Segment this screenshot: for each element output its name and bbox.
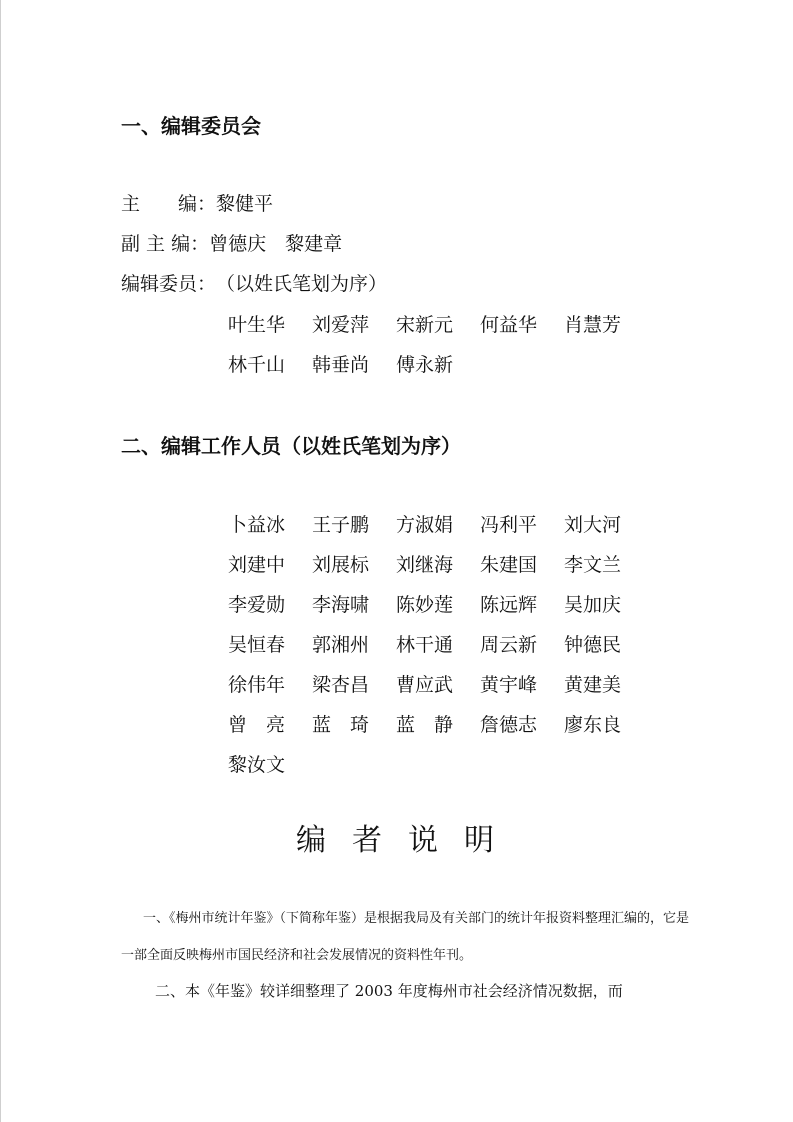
staff-row bbox=[228, 670, 648, 697]
committee-member: 林千山 bbox=[228, 354, 286, 376]
staff-member: 李爱勋 bbox=[228, 594, 286, 616]
staff-member: 方淑娟 bbox=[396, 514, 454, 536]
staff-member: 黄宇峰 bbox=[480, 674, 538, 696]
committee-member: 叶生华 bbox=[228, 314, 286, 336]
staff-member: 陈远辉 bbox=[480, 594, 538, 616]
committee-label: 编辑委员： bbox=[121, 273, 217, 295]
staff-member: 吴加庆 bbox=[564, 594, 622, 616]
staff-member: 陈妙莲 bbox=[396, 594, 454, 616]
staff-member: 詹德志 bbox=[480, 714, 538, 736]
staff-member: 冯利平 bbox=[480, 514, 538, 536]
committee-member: 傅永新 bbox=[396, 354, 454, 376]
staff-member: 刘建中 bbox=[228, 554, 286, 576]
staff-row bbox=[228, 510, 648, 537]
committee-member: 肖慧芳 bbox=[564, 314, 622, 336]
committee-member: 刘爱萍 bbox=[312, 314, 370, 336]
staff-member: 王子鹏 bbox=[312, 514, 370, 536]
notes-title: 编者说明 bbox=[296, 823, 520, 858]
staff-member: 蓝 静 bbox=[396, 714, 454, 736]
deputy-editor-names: 曾德庆 黎建章 bbox=[209, 233, 343, 255]
staff-member: 吴恒春 bbox=[228, 634, 286, 656]
staff-member: 廖东良 bbox=[564, 714, 622, 736]
staff-member: 钟德民 bbox=[564, 634, 622, 656]
committee-member: 宋新元 bbox=[396, 314, 454, 336]
staff-member: 黎汝文 bbox=[228, 754, 286, 776]
staff-member: 梁杏昌 bbox=[312, 674, 370, 696]
staff-member: 周云新 bbox=[480, 634, 538, 656]
committee-note: （以姓氏笔划为序） bbox=[216, 273, 388, 295]
section1-heading: 一、编辑委员会 bbox=[121, 114, 261, 138]
notes-para2-line1: 二、本《年鉴》较详细整理了 2003 年度梅州市社会经济情况数据，而 bbox=[155, 982, 623, 1000]
staff-member: 黄建美 bbox=[564, 674, 622, 696]
staff-member: 李海啸 bbox=[312, 594, 370, 616]
staff-member: 徐伟年 bbox=[228, 674, 286, 696]
staff-member: 朱建国 bbox=[480, 554, 538, 576]
committee-line bbox=[121, 269, 387, 296]
committee-row bbox=[228, 310, 648, 337]
deputy-editor-label: 副 主 编： bbox=[121, 233, 210, 255]
committee-member: 何益华 bbox=[480, 314, 538, 336]
committee-member: 韩垂尚 bbox=[312, 354, 370, 376]
staff-row bbox=[228, 590, 648, 617]
staff-member: 蓝 琦 bbox=[312, 714, 370, 736]
page-edge bbox=[0, 0, 1, 1122]
staff-member: 刘展标 bbox=[312, 554, 370, 576]
chief-editor-line bbox=[121, 189, 273, 216]
staff-member: 曹应武 bbox=[396, 674, 454, 696]
notes-para1-line1: 一、《梅州市统计年鉴》（下简称年鉴）是根据我局及有关部门的统计年报资料整理汇编的，它是 bbox=[143, 911, 690, 926]
deputy-editor-line bbox=[121, 229, 342, 256]
staff-member: 刘继海 bbox=[396, 554, 454, 576]
chief-editor-label: 主 编： bbox=[121, 193, 217, 215]
staff-member: 卜益冰 bbox=[228, 514, 286, 536]
committee-row bbox=[228, 350, 480, 377]
staff-member: 曾 亮 bbox=[228, 714, 286, 736]
staff-member: 李文兰 bbox=[564, 554, 622, 576]
chief-editor-name: 黎健平 bbox=[216, 193, 274, 215]
staff-row bbox=[228, 630, 648, 657]
staff-row bbox=[228, 550, 648, 577]
notes-para1-line2: 一部全面反映梅州市国民经济和社会发展情况的资料性年刊。 bbox=[121, 948, 473, 963]
staff-member: 刘大河 bbox=[564, 514, 622, 536]
staff-member: 郭湘州 bbox=[312, 634, 370, 656]
staff-row bbox=[228, 710, 648, 737]
staff-member: 林干通 bbox=[396, 634, 454, 656]
section2-heading: 二、编辑工作人员（以姓氏笔划为序） bbox=[121, 434, 461, 458]
staff-row bbox=[228, 750, 312, 777]
